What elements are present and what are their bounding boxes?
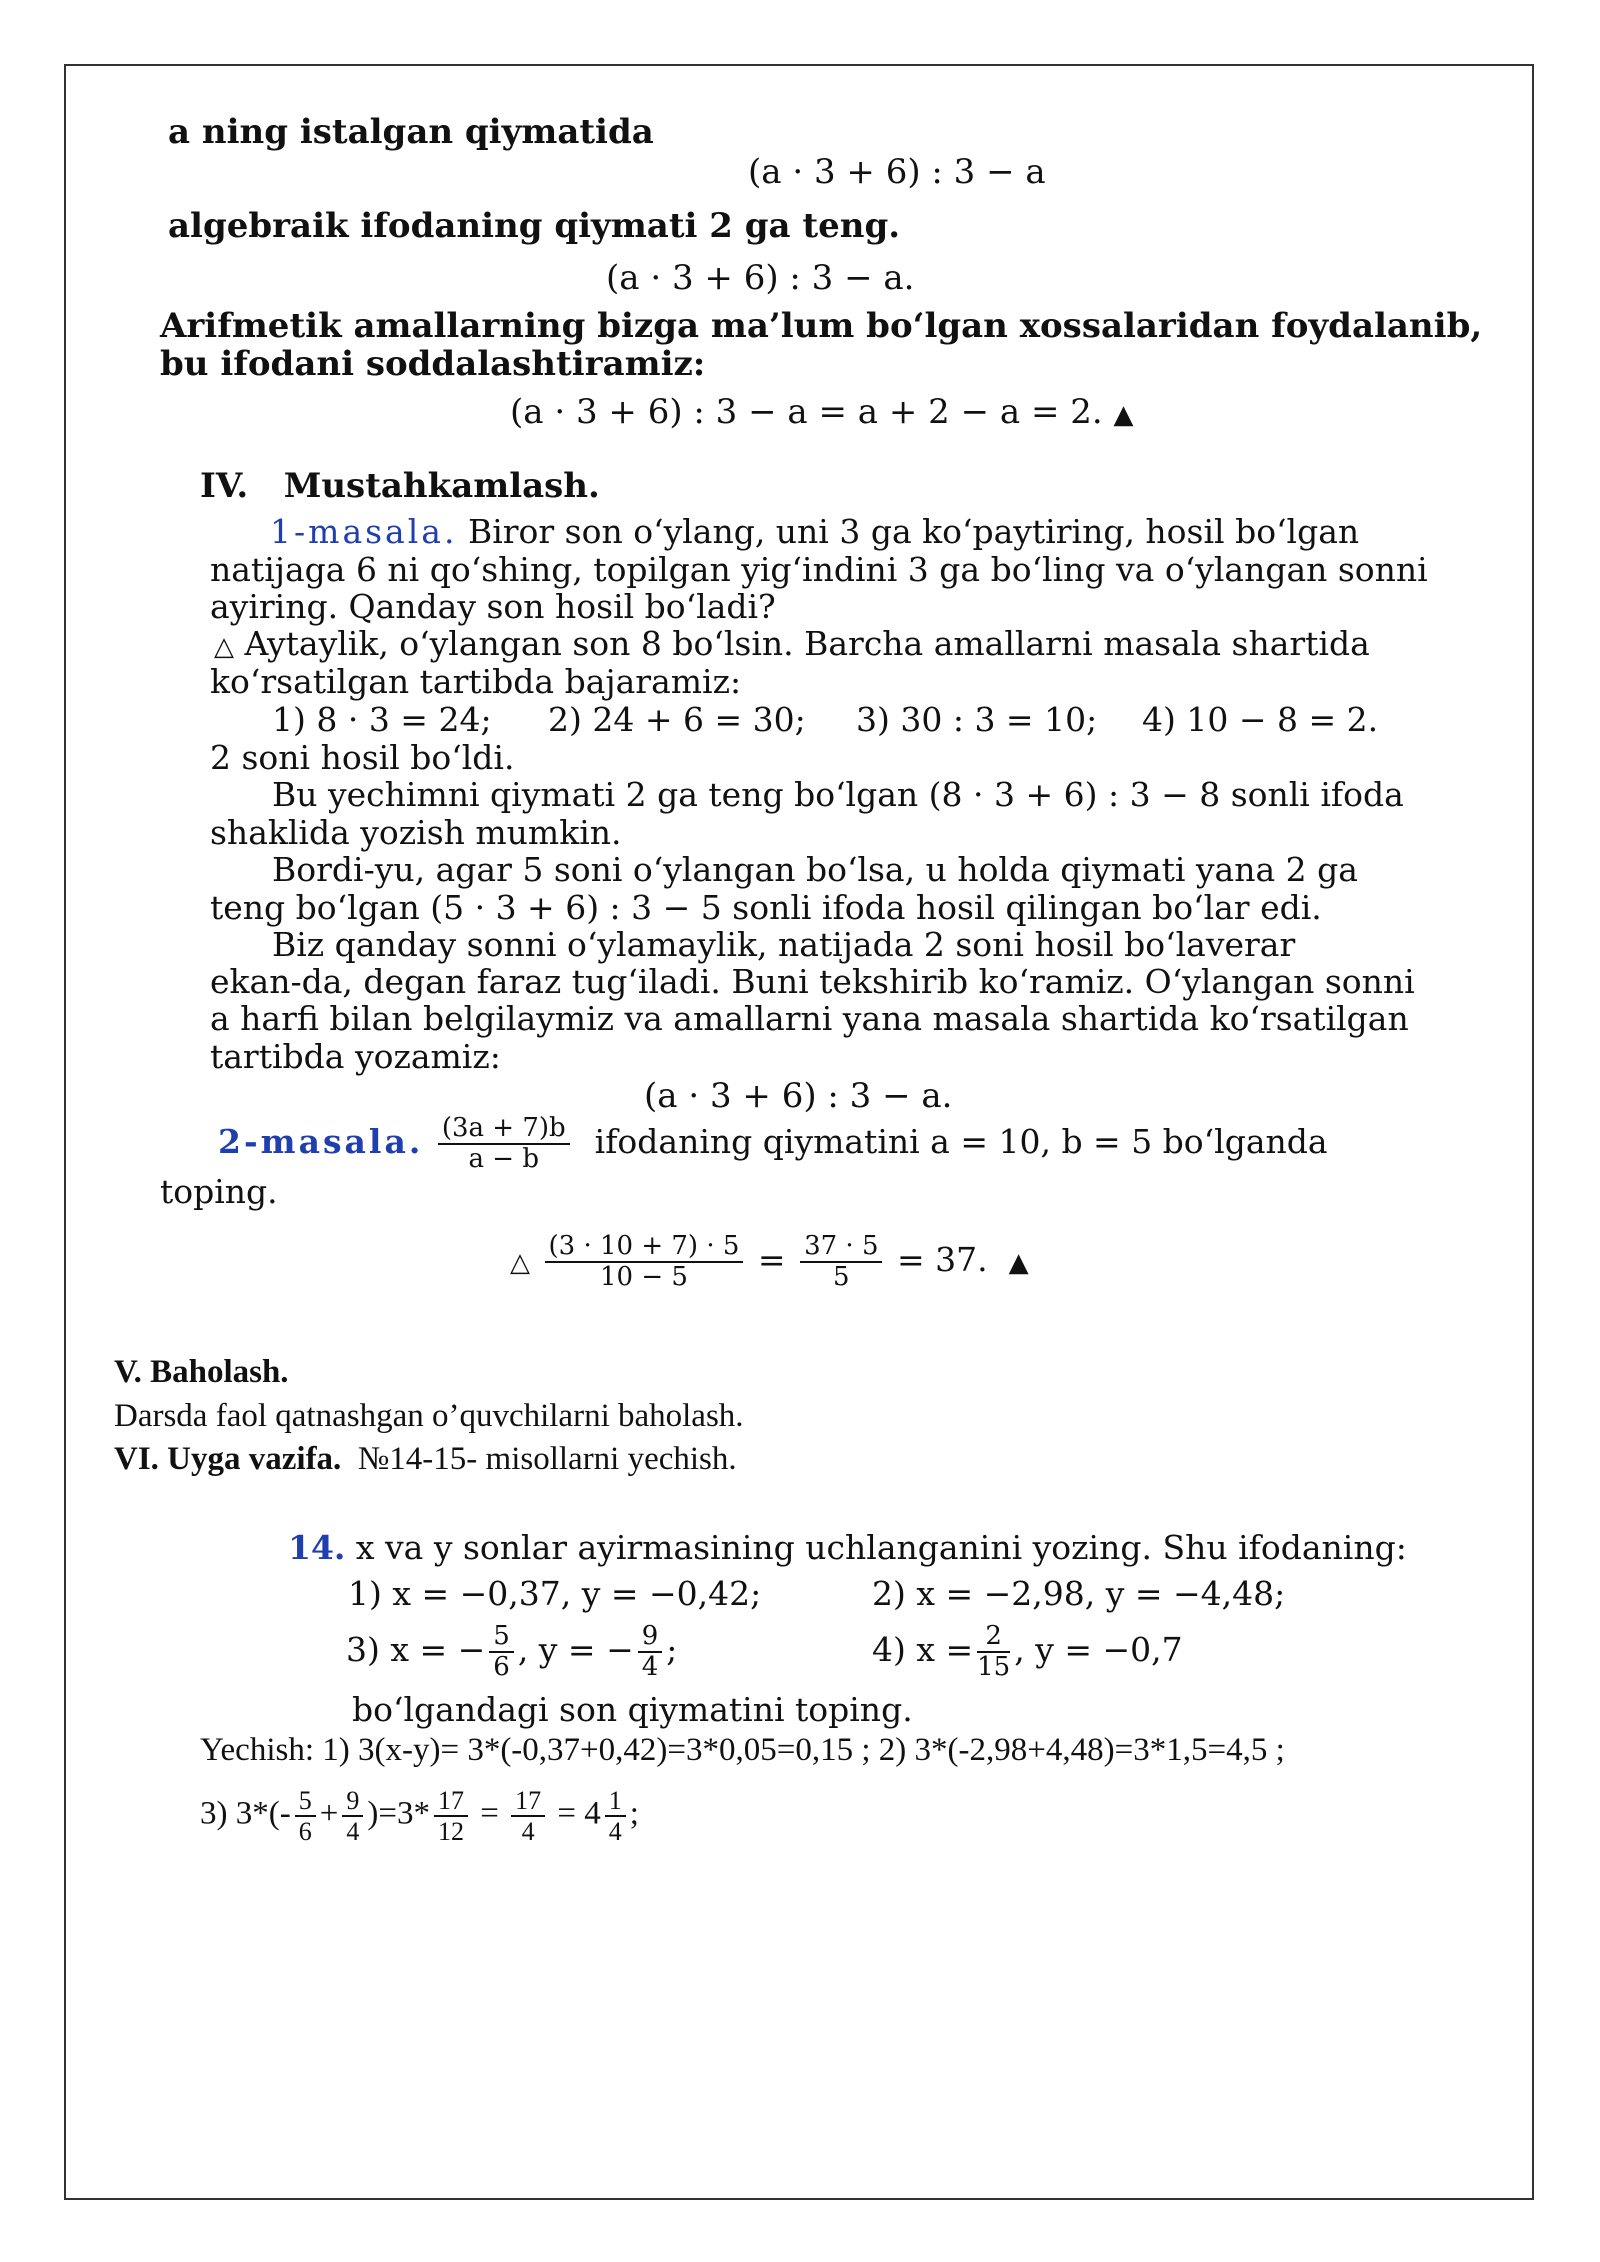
problem-1-line1: 1-masala. Biror son o‘ylang, uni 3 ga ko‘paytiring, hosil bo‘lgan — [270, 512, 1360, 551]
problem-1-line7: Bu yechimni qiymati 2 ga teng bo‘lgan (8 · 3 + 6) : 3 − 8 sonli ifoda — [272, 775, 1404, 814]
problem-1-expr: (a · 3 + 6) : 3 − a. — [644, 1076, 953, 1116]
problem-1-line10: teng bo‘lgan (5 · 3 + 6) : 3 − 5 sonli ifoda hosil qilingan bo‘lar edi. — [210, 888, 1322, 927]
expr-2: (a · 3 + 6) : 3 − a. — [606, 258, 915, 298]
exercise-14-item3: 3) x = − $\frac{5}{6}$ , y = − $\frac{9}{4}$ ; — [346, 1621, 678, 1683]
exercise-14-line1: 14. x va y sonlar ayirmasining uchlanganini yozing. Shu ifodaning: — [288, 1528, 1407, 1567]
exercise-14-item4: 4) x = $\frac{2}{15}$ , y = −0,7 — [872, 1621, 1183, 1683]
solution-line1: Yechish: 1) 3(x-y)= 3*(-0,37+0,42)=3*0,05=0,15 ; 2) 3*(-2,98+4,48)=3*1,5=4,5 ; — [200, 1732, 1285, 1768]
line-statement: algebraik ifodaning qiymati 2 ga teng. — [168, 206, 901, 246]
line-soddalash: bu ifodani soddalashtiramiz: — [160, 344, 706, 384]
line-intro: a ning istalgan qiymatida — [168, 112, 654, 152]
problem-1-line9: Bordi-yu, agar 5 soni o‘ylangan bo‘lsa, u holda qiymati yana 2 ga — [272, 850, 1358, 889]
expr-simplified: (a · 3 + 6) : 3 − a = a + 2 − a = 2. ▲ — [510, 392, 1134, 432]
section-vi: VI. Uyga vazifa. №14-15- misollarni yechish. — [114, 1441, 737, 1477]
problem-2-fraction: $\frac{(3a + 7)b}{a - b}$ — [438, 1114, 570, 1174]
section-iv: IV. Mustahkamlash. — [200, 466, 600, 506]
problem-1-line14: tartibda yozamiz: — [210, 1037, 501, 1076]
problem-1-line4: △ Aytaylik, o‘ylangan son 8 bo‘lsin. Barcha amallarni masala shartida — [214, 624, 1370, 663]
exercise-14-item1: 1) x = −0,37, y = −0,42; — [348, 1574, 762, 1613]
problem-1-line13: a harfi bilan belgilaymiz va amallarni yana masala shartida ko‘rsatilgan — [210, 999, 1409, 1038]
problem-1-line6: 2 soni hosil bo‘ldi. — [210, 738, 515, 777]
step-4: 4) 10 − 8 = 2. — [1142, 700, 1379, 739]
expr-1: (a · 3 + 6) : 3 − a — [748, 152, 1046, 192]
exercise-14-end: bo‘lgandagi son qiymatini toping. — [352, 1690, 913, 1729]
step-2: 2) 24 + 6 = 30; — [548, 700, 806, 739]
problem-1-line12: ekan-da, degan faraz tug‘iladi. Buni tekshirib ko‘ramiz. O‘ylangan sonni — [210, 962, 1415, 1001]
section-v-title: V. Baholash. — [114, 1354, 289, 1390]
step-1: 1) 8 · 3 = 24; — [272, 700, 492, 739]
problem-2-line2: toping. — [160, 1172, 278, 1211]
step-3: 3) 30 : 3 = 10; — [856, 700, 1098, 739]
problem-1-line8: shaklida yozish mumkin. — [210, 813, 622, 852]
problem-1-line3: ayiring. Qanday son hosil bo‘ladi? — [210, 587, 776, 626]
problem-1-line2: natijaga 6 ni qo‘shing, topilgan yig‘indini 3 ga bo‘ling va o‘ylangan sonni — [210, 550, 1428, 589]
section-v-text: Darsda faol qatnashgan o’quvchilarni baholash. — [114, 1398, 744, 1434]
problem-1-line11: Biz qanday sonni o‘ylamaylik, natijada 2 soni hosil bo‘laverar — [272, 925, 1296, 964]
line-arifmetik: Arifmetik amallarning bizga ma’lum bo‘lgan xossalaridan foydalanib, — [160, 306, 1483, 346]
exercise-14-item2: 2) x = −2,98, y = −4,48; — [872, 1574, 1286, 1613]
problem-2-line1: 2-masala. $\frac{(3a + 7)b}{a - b}$ ifodaning qiymatini a = 10, b = 5 bo‘lganda — [218, 1113, 1328, 1175]
problem-1-line5: ko‘rsatilgan tartibda bajaramiz: — [210, 662, 742, 701]
problem-2-solution: △ $\frac{(3 \cdot 10 + 7) \cdot 5}{10 - 5}$ = $\frac{37 \cdot 5}{5}$ = 37. ▲ — [510, 1231, 1029, 1293]
solution-line2: 3) 3*(- $\frac{5}{6}$ + $\frac{9}{4}$ )=3* $\frac{17}{12}$ = $\frac{17}{4}$ = 4 $\frac{1}{4}$ ; — [200, 1786, 639, 1847]
